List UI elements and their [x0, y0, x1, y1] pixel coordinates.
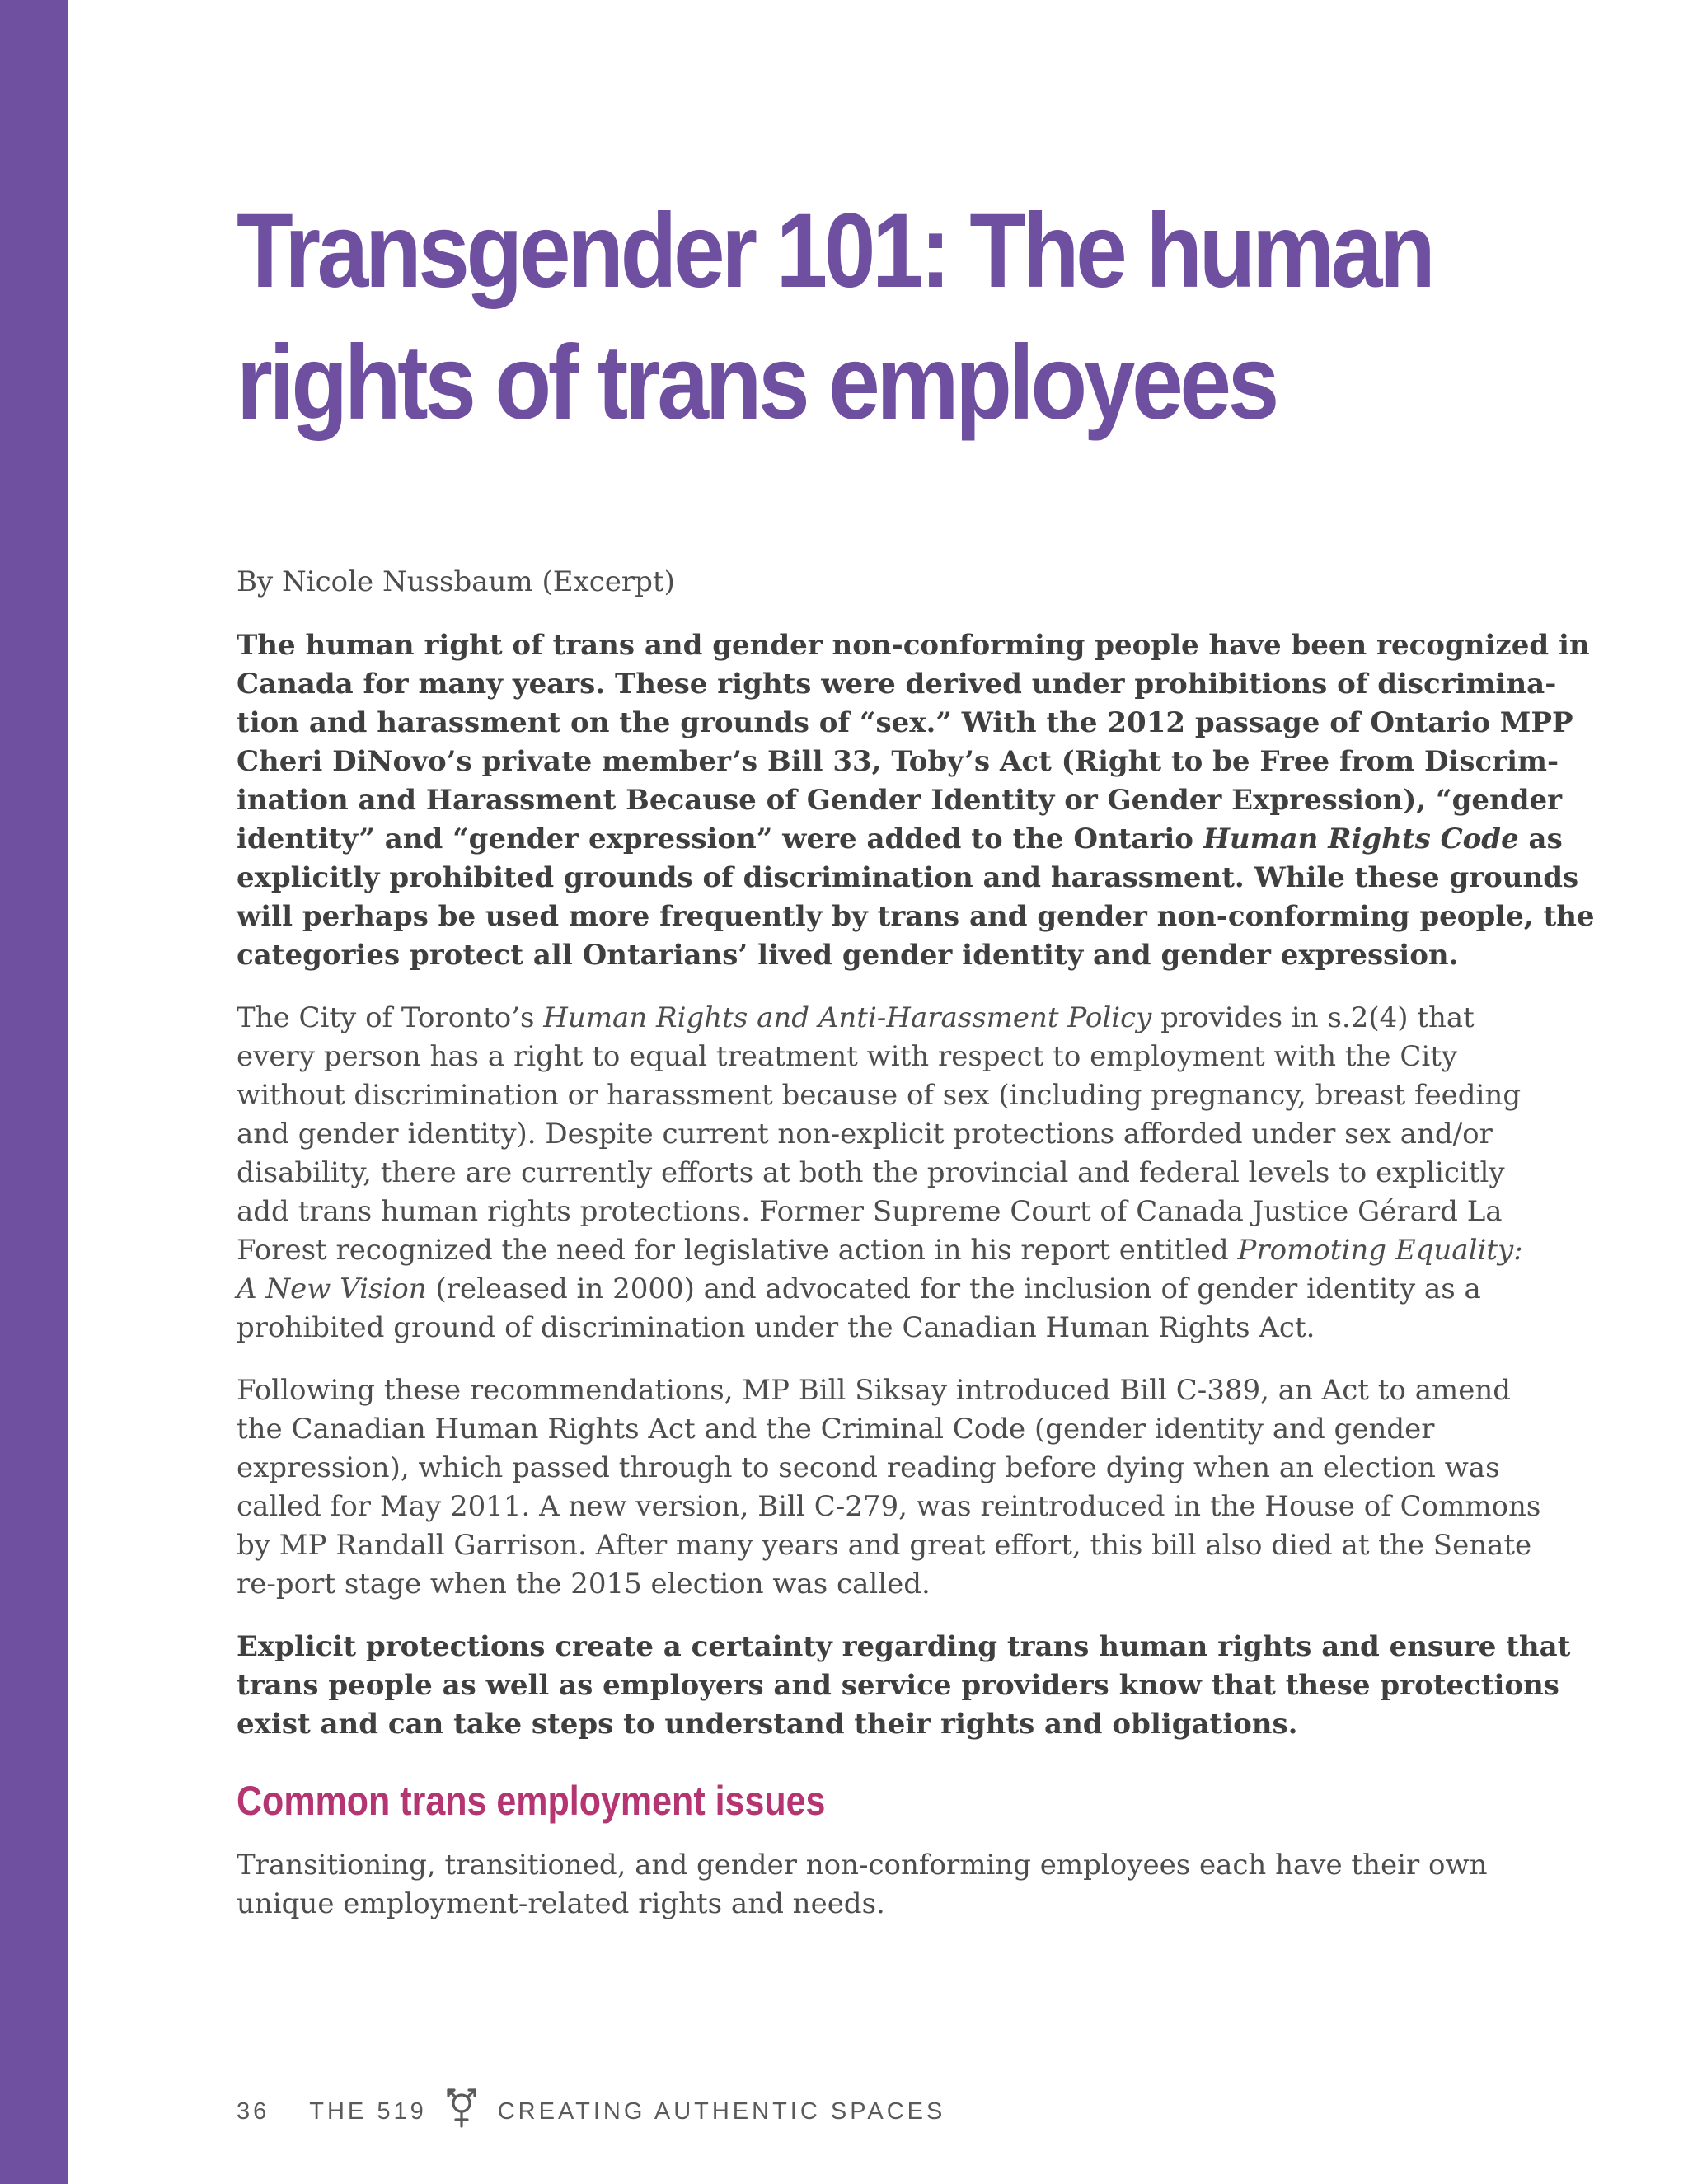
text-line: unique employment-related rights and needs. [237, 1887, 885, 1920]
report-title-italic: A New Vision [237, 1272, 427, 1305]
organization-name: THE 519 [309, 2097, 427, 2125]
page-footer [237, 2093, 945, 2130]
title-line-1: Transgender 101: The human [237, 192, 1432, 310]
text-line: add trans human rights protections. Former Supreme Court of Canada Justice Gérard La [237, 1195, 1503, 1228]
text-line: exist and can take steps to understand their rights and obligations. [237, 1708, 1298, 1741]
code-title-italic: Human Rights Code [1203, 823, 1519, 855]
text-line: Following these recommendations, MP Bill Siksay introduced Bill C-389, an Act to amend [237, 1374, 1511, 1407]
page-title [237, 185, 1432, 449]
text-line: Canada for many years. These rights were derived under prohibitions of discrimina- [237, 668, 1557, 701]
transgender-symbol-icon [445, 2083, 478, 2131]
report-title-italic: Promoting Equality: [1237, 1234, 1523, 1267]
text-line [237, 999, 1506, 1038]
byline: By Nicole Nussbaum (Excerpt) [237, 565, 675, 598]
text-line: Transitioning, transitioned, and gender non-conforming employees each have their own [237, 1849, 1488, 1882]
text-line: ination and Harassment Because of Gender Identity or Gender Expression), “gender [237, 784, 1563, 817]
text-line: re-port stage when the 2015 election was called. [237, 1568, 931, 1601]
text-line: and gender identity). Despite current non-explicit protections afforded under sex and/or [237, 1118, 1493, 1151]
text-segment: identity” and “gender expression” were added to the Ontario [237, 823, 1203, 855]
text-line: explicitly prohibited grounds of discrimination and harassment. While these grounds [237, 861, 1579, 894]
legislation-paragraph [237, 1371, 1541, 1604]
text-line: tion and harassment on the grounds of “sex.” With the 2012 passage of Ontario MPP [237, 706, 1573, 739]
section-heading: Common trans employment issues [237, 1778, 826, 1824]
text-segment: The City of Toronto’s [237, 1001, 544, 1034]
publication-title: CREATING AUTHENTIC SPACES [497, 2097, 946, 2125]
text-line: expression), which passed through to second reading before dying when an election was [237, 1451, 1500, 1484]
text-line: categories protect all Ontarians’ lived gender identity and gender expression. [237, 939, 1459, 972]
text-segment: Forest recognized the need for legislative action in his report entitled [237, 1234, 1238, 1267]
text-line: every person has a right to equal treatment with respect to employment with the City [237, 1040, 1458, 1073]
text-line: Cheri DiNovo’s private member’s Bill 33, Toby’s Act (Right to be Free from Discrim- [237, 745, 1559, 778]
text-line: disability, there are currently efforts at both the provincial and federal levels to explicitly [237, 1156, 1505, 1189]
intro-paragraph [237, 626, 1595, 975]
text-line: will perhaps be used more frequently by trans and gender non-conforming people, the [237, 900, 1595, 933]
text-line: without discrimination or harassment because of sex (including pregnancy, breast feeding [237, 1079, 1522, 1112]
protections-paragraph [237, 1628, 1571, 1744]
text-line: called for May 2011. A new version, Bill C-279, was reintroduced in the House of Commons [237, 1490, 1541, 1523]
article-body [237, 626, 1595, 1947]
text-segment: provides in s.2(4) that [1151, 1001, 1475, 1034]
text-line [237, 820, 1563, 859]
text-line [237, 1231, 1523, 1270]
title-line-2: rights of trans employees [237, 324, 1276, 442]
policy-title-italic: Human Rights and Anti-Harassment Policy [543, 1001, 1152, 1034]
policy-paragraph [237, 999, 1523, 1347]
text-line: The human right of trans and gender non-conforming people have been recognized in [237, 629, 1590, 662]
text-line [237, 1270, 1506, 1309]
text-segment: (released in 2000) and advocated for the inclusion of gender identity as a [426, 1272, 1481, 1305]
text-line: trans people as well as employers and service providers know that these protections [237, 1669, 1559, 1702]
page-number: 36 [237, 2097, 270, 2125]
text-line: the Canadian Human Rights Act and the Criminal Code (gender identity and gender [237, 1413, 1435, 1446]
purple-sidebar-stripe [0, 0, 68, 2184]
employment-issues-paragraph [237, 1846, 1506, 1924]
text-line: prohibited ground of discrimination under the Canadian Human Rights Act. [237, 1311, 1315, 1344]
text-line: by MP Randall Garrison. After many years and great effort, this bill also died at the Senate [237, 1529, 1532, 1562]
text-line: Explicit protections create a certainty regarding trans human rights and ensure that [237, 1630, 1571, 1663]
text-segment: as [1518, 823, 1563, 855]
